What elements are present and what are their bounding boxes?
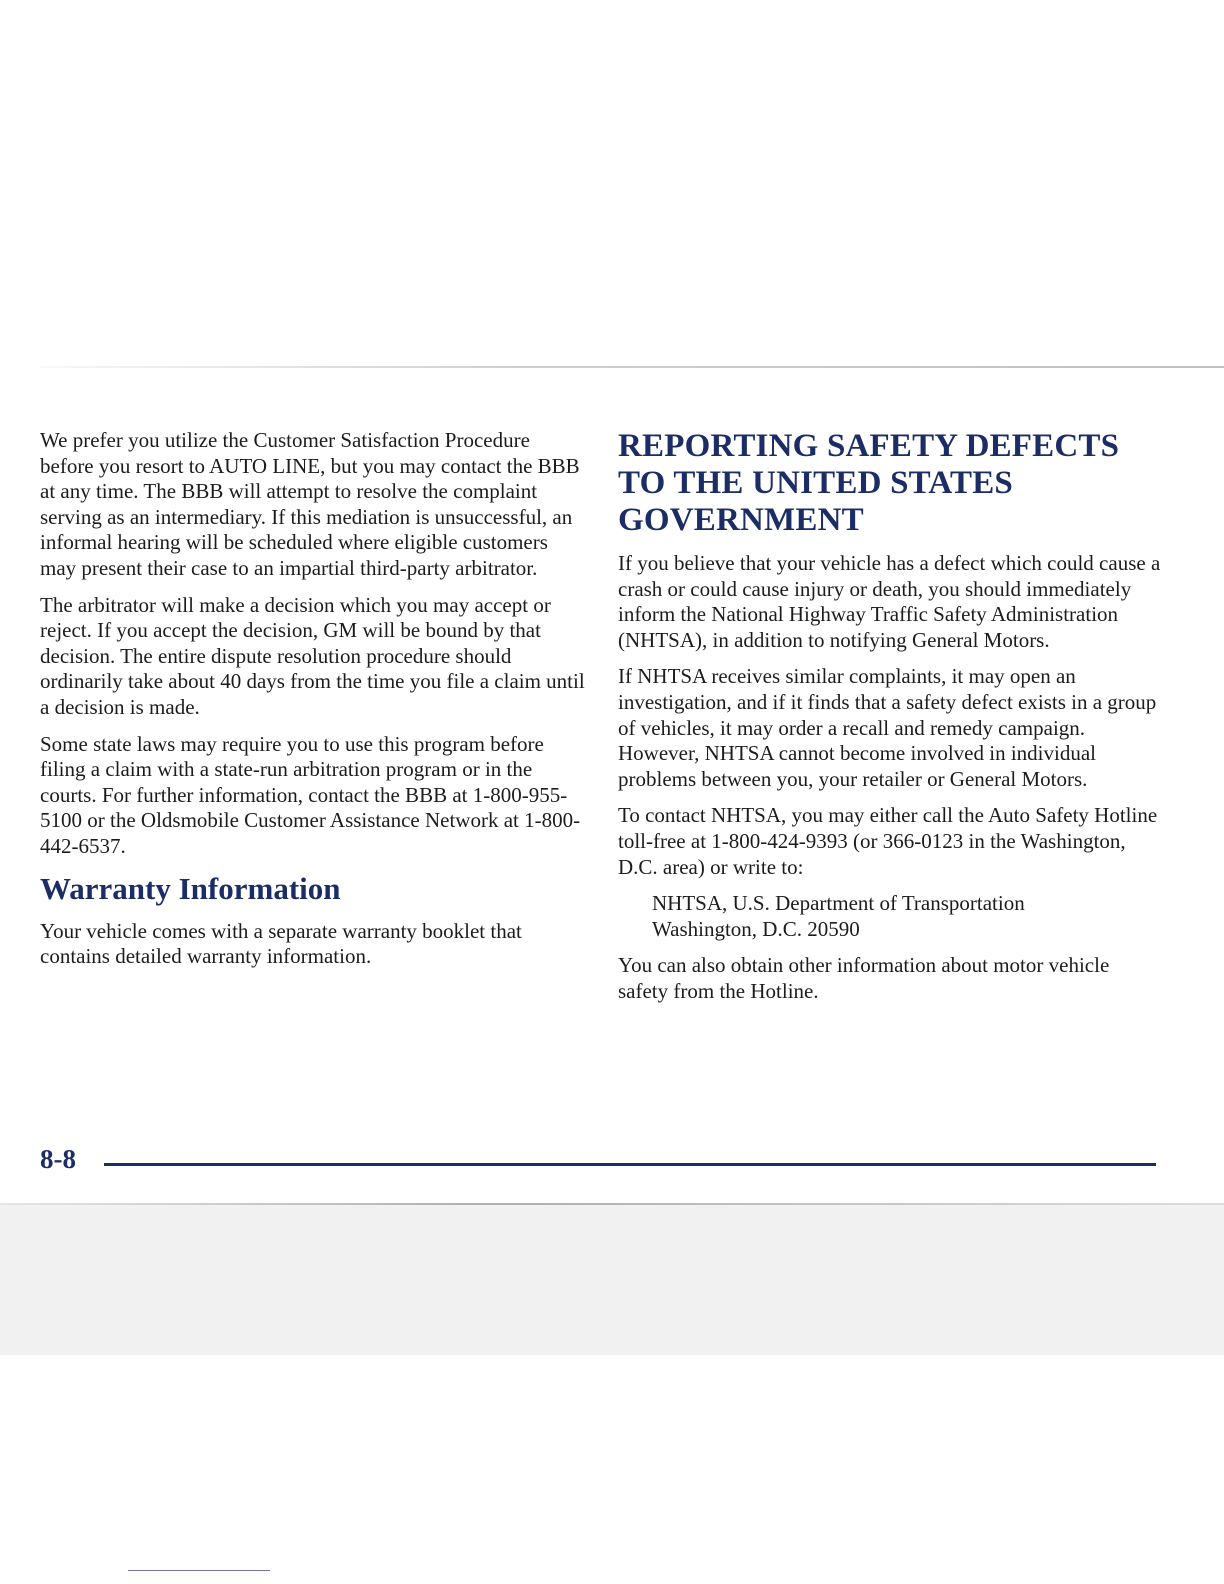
paragraph-arbitrator: The arbitrator will make a decision which you may accept or reject. If you accept the decision, GM will be bound by that decision. The entire dispute resolution procedure should ordinarily take about 40 days from the time you file a claim until a decision is made. [40, 592, 585, 719]
right-column [618, 428, 1163, 1016]
page-number: 8-8 [40, 1144, 76, 1174]
nhtsa-address [652, 891, 1163, 942]
address-line-1: NHTSA, U.S. Department of Transportation [652, 891, 1025, 916]
paragraph-hotline-info: You can also obtain other information about motor vehicle safety from the Hotline. [618, 953, 1110, 1003]
paragraph-believe-defect: If you believe that your vehicle has a defect which could cause a crash or could cause injury or death, you should immediately inform the National Highway Traffic Safety Administration (NHTSA), in addition to notifying General Motors. [618, 551, 1161, 652]
paragraph-state-laws: Some state laws may require you to use this program before filing a claim with a state-run arbitration program or in the courts. For further information, contact the BBB at 1-800-955-5100 or the Oldsmobile Customer Assistance Network at 1-800-442-6537. [40, 731, 581, 858]
footer-rule [104, 1163, 1156, 1166]
paragraph-contact-nhtsa: To contact NHTSA, you may either call the Auto Safety Hotline toll-free at 1-800-424-9393 (or 366-0123 in the Washington, D.C. area) or write to: [618, 803, 1158, 879]
paragraph-nhtsa-complaints: If NHTSA receives similar complaints, it may open an investigation, and if it finds that a safety defect exists in a group of vehicles, it may order a recall and remedy campaign. However, NHTSA cannot become involved in individual problems between you, your retailer or General Motors. [618, 664, 1157, 791]
paragraph-customer-satisfaction: We prefer you utilize the Customer Satisfaction Procedure before you resort to AUTO LINE, but you may contact the BBB at any time. The BBB will attempt to resolve the complaint serving as an intermediary. If this mediation is unsuccessful, an informal hearing will be scheduled where eligible customers may present their case to an impartial third-party arbitrator. [40, 428, 580, 580]
warranty-heading: Warranty Information [40, 870, 341, 906]
top-edge-rule [40, 366, 1224, 368]
paragraph-warranty: Your vehicle comes with a separate warranty booklet that contains detailed warranty information. [40, 918, 522, 969]
lower-gray-area [0, 1205, 1224, 1355]
bottom-small-rule [128, 1570, 270, 1571]
left-column [40, 428, 585, 981]
address-line-2: Washington, D.C. 20590 [652, 916, 860, 941]
safety-defects-heading: REPORTING SAFETY DEFECTS TO THE UNITED STATES GOVERNMENT [618, 428, 1120, 538]
